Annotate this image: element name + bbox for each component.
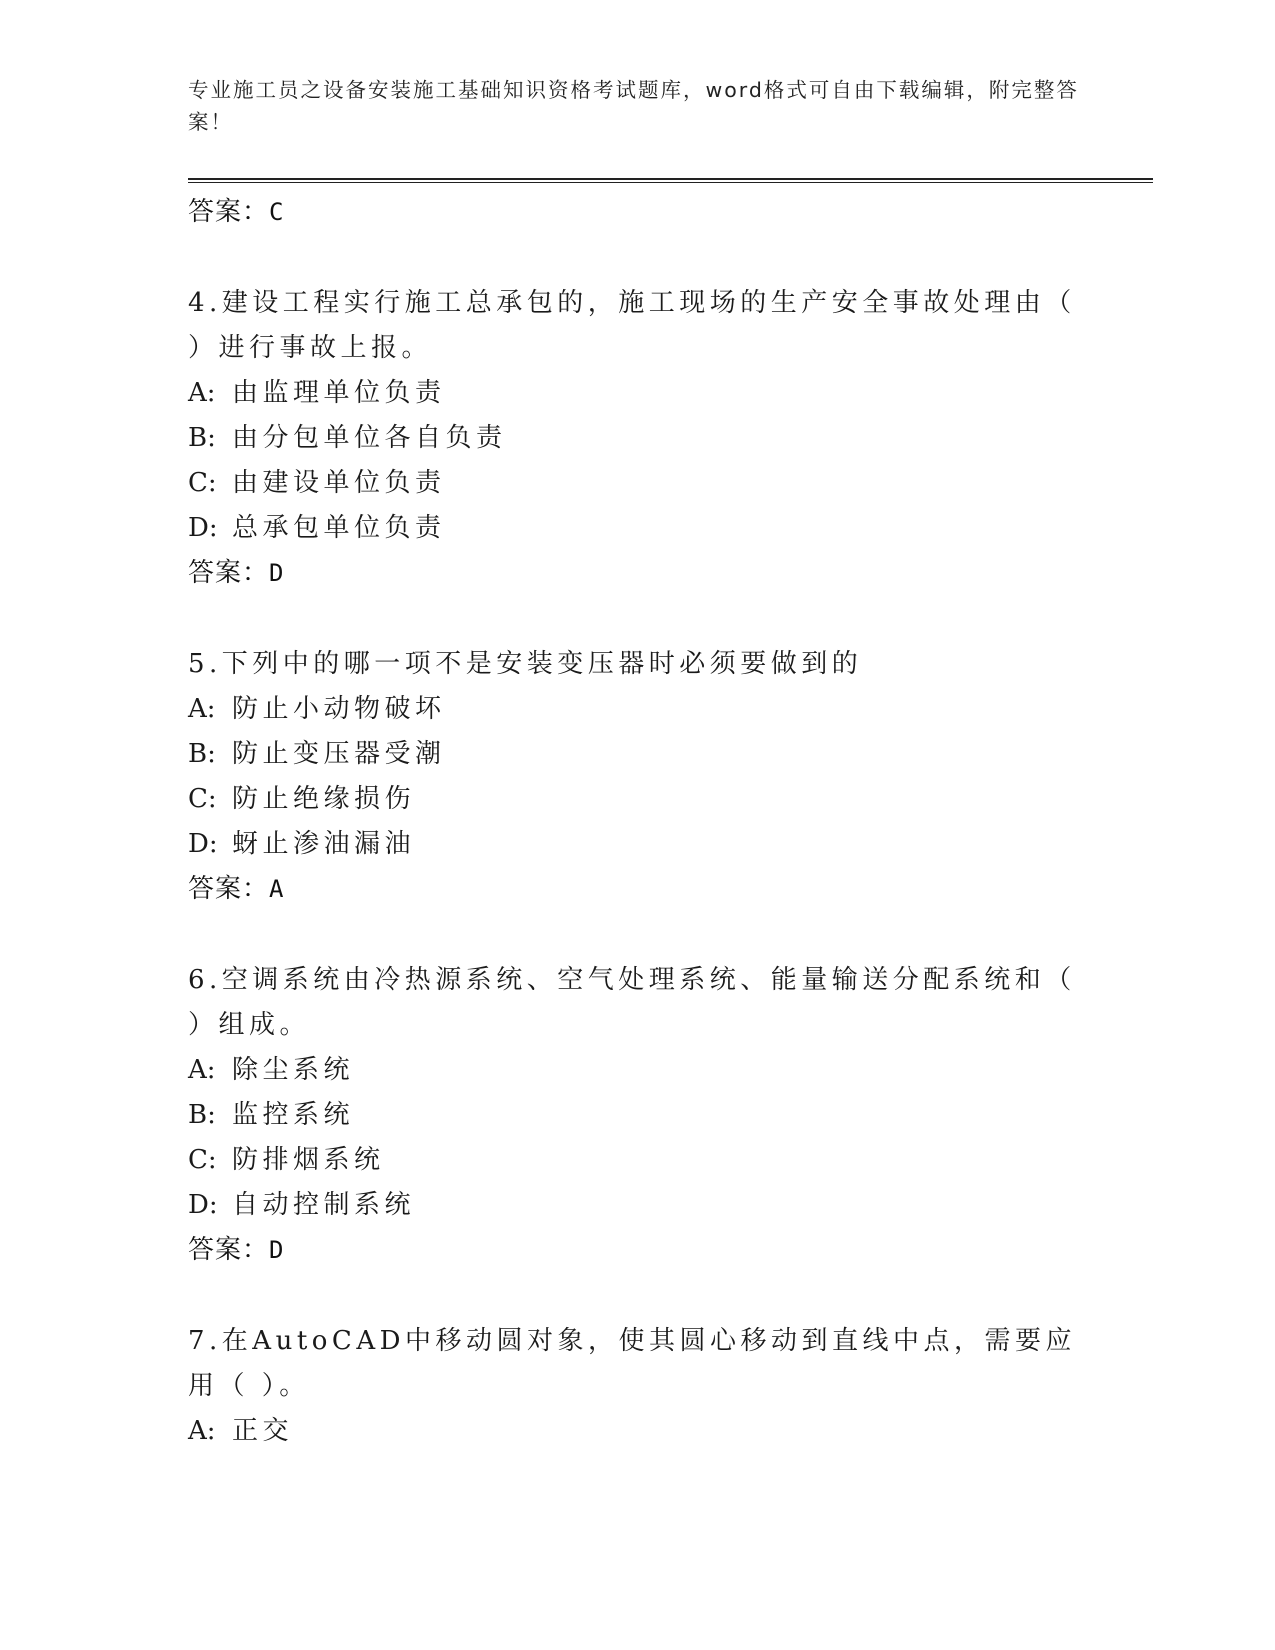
answer-line xyxy=(188,1228,1088,1273)
option-d xyxy=(188,822,1088,867)
option-text: 防排烟系统 xyxy=(232,1145,385,1175)
option-b xyxy=(188,1093,1088,1138)
question-6 xyxy=(188,958,1088,1273)
option-letter: D: xyxy=(188,829,218,859)
option-a xyxy=(188,1048,1088,1093)
answer-line xyxy=(188,551,1088,596)
document-header: 专业施工员之设备安装施工基础知识资格考试题库，word格式可自由下载编辑，附完整答案！ xyxy=(188,78,1079,134)
option-letter: C: xyxy=(188,468,217,498)
option-c xyxy=(188,461,1088,506)
option-text: 由监理单位负责 xyxy=(232,378,446,408)
option-letter: C: xyxy=(188,784,217,814)
option-letter: A: xyxy=(188,694,216,724)
option-d xyxy=(188,506,1088,551)
question-5 xyxy=(188,642,1088,912)
option-text: 防止小动物破坏 xyxy=(232,694,446,724)
option-text: 自动控制系统 xyxy=(232,1190,416,1220)
option-b xyxy=(188,416,1088,461)
question-4 xyxy=(188,281,1088,596)
option-text: 除尘系统 xyxy=(232,1055,355,1085)
option-letter: B: xyxy=(188,1100,216,1130)
option-c xyxy=(188,1138,1088,1183)
option-text: 正交 xyxy=(232,1416,294,1446)
option-text: 由建设单位负责 xyxy=(232,468,446,498)
header-rule-thick xyxy=(188,178,1153,180)
header-rule-thin xyxy=(188,182,1153,183)
answer-label: 答案： xyxy=(188,1235,270,1265)
answer-label: 答案： xyxy=(188,197,270,227)
option-text: 监控系统 xyxy=(232,1100,355,1130)
option-d xyxy=(188,1183,1088,1228)
answer-line xyxy=(188,867,1088,912)
option-letter: A: xyxy=(188,378,216,408)
option-letter: D: xyxy=(188,1190,218,1220)
question-stem: 5.下列中的哪一项不是安装变压器时必须要做到的 xyxy=(188,649,863,679)
answer-label: 答案： xyxy=(188,558,270,588)
option-text: 蚜止渗油漏油 xyxy=(232,829,416,859)
option-letter: B: xyxy=(188,423,216,453)
option-a xyxy=(188,1409,1088,1454)
option-letter: D: xyxy=(188,513,218,543)
answer-value: A xyxy=(269,875,285,903)
option-letter: A: xyxy=(188,1055,216,1085)
option-letter: A: xyxy=(188,1416,216,1446)
answer-value: D xyxy=(269,559,285,587)
question-7 xyxy=(188,1319,1088,1454)
option-text: 由分包单位各自负责 xyxy=(232,423,507,453)
option-text: 总承包单位负责 xyxy=(232,513,446,543)
answer-label: 答案： xyxy=(188,874,270,904)
answer-value: D xyxy=(269,1236,285,1264)
question-stem: 6.空调系统由冷热源系统、空气处理系统、能量输送分配系统和（ ）组成。 xyxy=(188,965,1076,1040)
answer-value: C xyxy=(269,198,285,226)
option-b xyxy=(188,732,1088,777)
option-text: 防止变压器受潮 xyxy=(232,739,446,769)
question-stem: 4.建设工程实行施工总承包的，施工现场的生产安全事故处理由（ ）进行事故上报。 xyxy=(188,288,1076,363)
question-list xyxy=(188,190,1088,1454)
answer-line xyxy=(188,190,1088,235)
option-a xyxy=(188,687,1088,732)
option-c xyxy=(188,777,1088,822)
option-text: 防止绝缘损伤 xyxy=(232,784,416,814)
question-stem: 7.在AutoCAD中移动圆对象，使其圆心移动到直线中点，需要应用（ ）。 xyxy=(188,1326,1076,1401)
option-a xyxy=(188,371,1088,416)
option-letter: B: xyxy=(188,739,216,769)
option-letter: C: xyxy=(188,1145,217,1175)
